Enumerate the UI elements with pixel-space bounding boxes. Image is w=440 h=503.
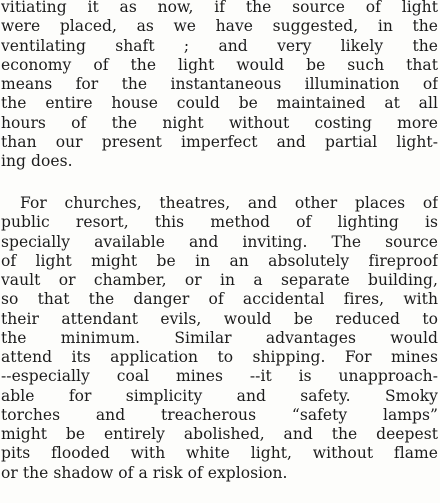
text-line: economy of the light would be such that <box>1 55 438 74</box>
text-line: hours of the night without costing more <box>1 113 438 132</box>
text-line: pits flooded with white light, without flame <box>1 444 438 463</box>
text-line: public resort, this method of lighting is <box>1 213 438 232</box>
text-line: means for the instantaneous illumination of <box>1 75 438 93</box>
text-line: able for simplicity and safety. Smoky <box>1 386 438 405</box>
text-line: ventilating shaft ; and very likely the <box>1 36 438 55</box>
text-line: their attendant evils, would be reduced to <box>1 309 438 328</box>
paragraph-1 <box>1 0 438 171</box>
text-line: might be entirely abolished, and the deepest <box>1 425 438 443</box>
text-line: vault or chamber, or in a separate building, <box>1 271 438 289</box>
text-line: than our present imperfect and partial light- <box>1 132 438 151</box>
paragraph-2 <box>1 194 438 483</box>
text-line: the minimum. Similar advantages would <box>1 328 438 347</box>
text-line: or the shadow of a risk of explosion. <box>1 463 288 482</box>
text-line: were placed, as we have suggested, in the <box>1 17 438 36</box>
text-line: attend its application to shipping. For mines <box>1 348 438 366</box>
text-line: For churches, theatres, and other places of <box>20 194 438 212</box>
text-line: specially available and inviting. The source <box>1 232 438 251</box>
text-line: ing does. <box>1 152 73 170</box>
text-line: of light might be in an absolutely fireproof <box>1 251 438 270</box>
text-line: vitiating it as now, if the source of light <box>1 0 438 16</box>
text-line: so that the danger of accidental fires, with <box>1 290 438 309</box>
text-line: --especially coal mines --it is unapproach- <box>1 367 438 386</box>
text-line: torches and treacherous “safety lamps” <box>1 405 438 424</box>
text-line: the entire house could be maintained at all <box>1 94 438 113</box>
